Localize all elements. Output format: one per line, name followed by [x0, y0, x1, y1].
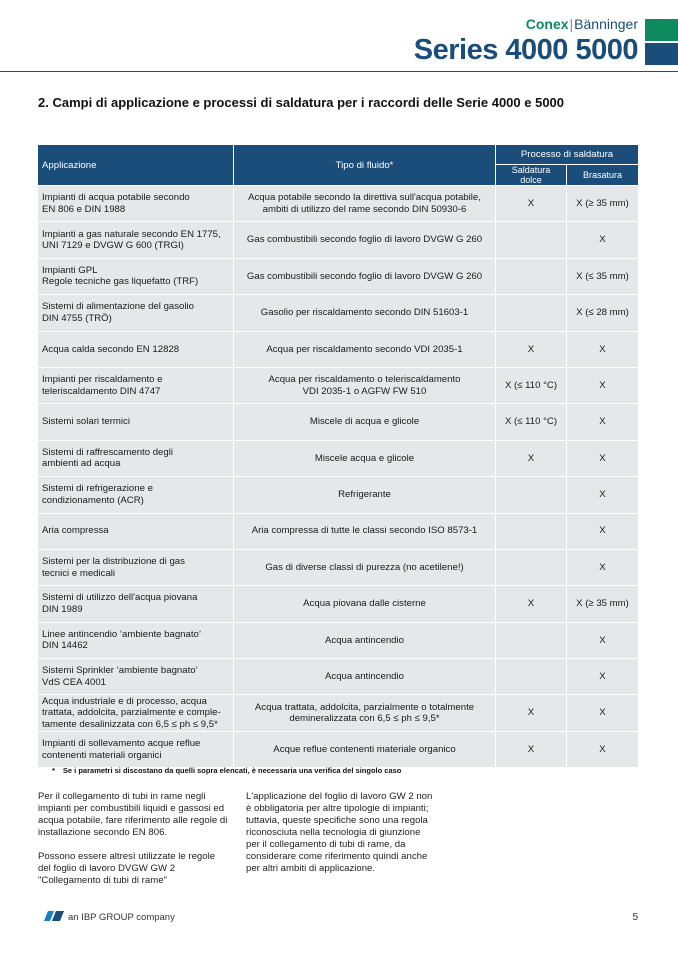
cell-brazing: X	[567, 549, 638, 585]
cell-fluid-type: Miscele acqua e glicole	[234, 440, 496, 476]
header-rule	[0, 71, 678, 72]
ibp-logo-icon	[44, 911, 64, 921]
cell-brazing: X	[567, 658, 638, 694]
cell-fluid-type: Acqua trattata, addolcita, parzialmente o totalmente demineralizzata con 6,5 ≤ ph ≤ 9,5*	[234, 694, 496, 730]
header-process: Processo di saldatura	[496, 145, 638, 164]
section-heading: 2. Campi di applicazione e processi di saldatura per i raccordi delle Serie 4000 e 5000	[38, 95, 565, 110]
cell-soft-solder	[496, 221, 567, 257]
cell-soft-solder: X	[496, 440, 567, 476]
cell-soft-solder	[496, 658, 567, 694]
cell-application: Sistemi Sprinkler ‘ambiente bagnato’ VdS CEA 4001	[38, 658, 234, 694]
cell-brazing: X (≥ 35 mm)	[567, 185, 638, 221]
header-fluid-type: Tipo di fluido*	[234, 145, 496, 185]
header-application: Applicazione	[38, 145, 234, 185]
cell-soft-solder: X (≤ 110 °C)	[496, 403, 567, 439]
cell-brazing: X (≥ 35 mm)	[567, 585, 638, 621]
cell-soft-solder: X	[496, 585, 567, 621]
footnote	[52, 766, 401, 775]
header-soft-solder: Saldatura dolce	[496, 164, 567, 185]
table-row	[38, 221, 638, 257]
cell-fluid-type: Acqua potabile secondo la direttiva sull'acqua potabile, ambiti di utilizzo del rame secondo DIN 50930-6	[234, 185, 496, 221]
table-row	[38, 294, 638, 330]
cell-fluid-type: Acqua per riscaldamento o teleriscaldamento VDI 2035-1 o AGFW FW 510	[234, 367, 496, 403]
cell-brazing: X	[567, 694, 638, 730]
cell-application: Sistemi di refrigerazione e condizionamento (ACR)	[38, 476, 234, 512]
table-row	[38, 622, 638, 658]
header-brazing: Brasatura	[567, 164, 638, 185]
table-row	[38, 367, 638, 403]
cell-application: Acqua industriale e di processo, acqua trattata, addolcita, parzialmente e comple- tamente desalinizzata con 6,5 ≤ ph ≤ 9,5*	[38, 694, 234, 730]
cell-brazing: X	[567, 221, 638, 257]
cell-soft-solder	[496, 513, 567, 549]
cell-soft-solder: X	[496, 185, 567, 221]
table-row	[38, 403, 638, 439]
cell-soft-solder	[496, 476, 567, 512]
cell-application: Sistemi di utilizzo dell'acqua piovana DIN 1989	[38, 585, 234, 621]
cell-application: Impianti per riscaldamento e teleriscaldamento DIN 4747	[38, 367, 234, 403]
cell-application: Aria compressa	[38, 513, 234, 549]
page-number: 5	[632, 912, 638, 923]
cell-soft-solder	[496, 258, 567, 294]
cell-fluid-type: Acque reflue contenenti materiale organico	[234, 731, 496, 767]
table-row	[38, 258, 638, 294]
cell-brazing: X	[567, 440, 638, 476]
cell-brazing: X	[567, 731, 638, 767]
body-column-right	[246, 791, 436, 887]
cell-application: Impianti di acqua potabile secondo EN 806 e DIN 1988	[38, 185, 234, 221]
cell-soft-solder	[496, 549, 567, 585]
cell-application: Sistemi solari termici	[38, 403, 234, 439]
table-row	[38, 513, 638, 549]
footnote-marker: *	[52, 766, 55, 775]
cell-soft-solder: X	[496, 331, 567, 367]
table-row	[38, 658, 638, 694]
series-title: Series 4000 5000	[413, 34, 638, 66]
brand-separator: |	[569, 16, 574, 32]
cell-soft-solder: X	[496, 731, 567, 767]
cell-brazing: X	[567, 403, 638, 439]
table-row	[38, 476, 638, 512]
cell-fluid-type: Acqua antincendio	[234, 622, 496, 658]
cell-fluid-type: Acqua per riscaldamento secondo VDI 2035-1	[234, 331, 496, 367]
cell-fluid-type: Miscele di acqua e glicole	[234, 403, 496, 439]
cell-brazing: X	[567, 513, 638, 549]
table-row	[38, 694, 638, 730]
cell-brazing: X	[567, 476, 638, 512]
table-row	[38, 440, 638, 476]
cell-fluid-type: Refrigerante	[234, 476, 496, 512]
cell-application: Impianti GPL Regole tecniche gas liquefatto (TRF)	[38, 258, 234, 294]
cell-application: Impianti di sollevamento acque reflue contenenti materiali organici	[38, 731, 234, 767]
cell-brazing: X (≤ 28 mm)	[567, 294, 638, 330]
table-row	[38, 731, 638, 767]
body-column-left	[38, 791, 228, 899]
cell-fluid-type: Aria compressa di tutte le classi secondo ISO 8573-1	[234, 513, 496, 549]
cell-fluid-type: Acqua antincendio	[234, 658, 496, 694]
cell-soft-solder: X (≤ 110 °C)	[496, 367, 567, 403]
cell-application: Sistemi di raffrescamento degli ambienti ad acqua	[38, 440, 234, 476]
cell-soft-solder: X	[496, 694, 567, 730]
cell-application: Sistemi di alimentazione del gasolio DIN 4755 (TRÖ)	[38, 294, 234, 330]
brand-primary: Conex	[525, 16, 569, 32]
table-row	[38, 549, 638, 585]
table-row	[38, 185, 638, 221]
brand-secondary: Bänninger	[574, 16, 638, 32]
cell-application: Acqua calda secondo EN 12828	[38, 331, 234, 367]
cell-brazing: X	[567, 331, 638, 367]
cell-brazing: X	[567, 367, 638, 403]
accent-block-navy	[645, 43, 678, 65]
table-row	[38, 585, 638, 621]
cell-fluid-type: Gas combustibili secondo foglio di lavoro DVGW G 260	[234, 221, 496, 257]
brand-logo	[526, 16, 638, 32]
table-row	[38, 331, 638, 367]
cell-soft-solder	[496, 622, 567, 658]
cell-soft-solder	[496, 294, 567, 330]
footnote-text: Se i parametri si discostano da quelli sopra elencati, è necessaria una verifica del singolo caso	[62, 766, 402, 775]
cell-application: Impianti a gas naturale secondo EN 1775, UNI 7129 e DVGW G 600 (TRGI)	[38, 221, 234, 257]
cell-brazing: X (≤ 35 mm)	[567, 258, 638, 294]
footer-company: an IBP GROUP company	[68, 912, 175, 923]
paragraph: Per il collegamento di tubi in rame negli impianti per combustibili liquidi e gassosi ed acqua potabile, fare riferimento alle regole di installazione secondo EN 806.	[38, 791, 228, 838]
accent-block-green	[645, 19, 678, 41]
cell-application: Linee antincendio ‘ambiente bagnato’ DIN 14462	[38, 622, 234, 658]
cell-brazing: X	[567, 622, 638, 658]
cell-fluid-type: Gas di diverse classi di purezza (no acetilene!)	[234, 549, 496, 585]
application-table	[38, 145, 638, 767]
cell-application: Sistemi per la distribuzione di gas tecnici e medicali	[38, 549, 234, 585]
paragraph: Possono essere altresì utilizzate le regole del foglio di lavoro DVGW GW 2 "Collegamento di tubi di rame"	[38, 851, 216, 886]
paragraph: L'applicazione del foglio di lavoro GW 2 non è obbligatoria per altre tipologie di impianti; tuttavia, queste specifiche sono una regola riconosciuta nella tecnologia di giunzione per il collegamento di tubi di rame, da considerare come riferimento quindi anche per altri ambiti di applicazione.	[246, 791, 433, 874]
cell-fluid-type: Gasolio per riscaldamento secondo DIN 51603-1	[234, 294, 496, 330]
cell-fluid-type: Acqua piovana dalle cisterne	[234, 585, 496, 621]
cell-fluid-type: Gas combustibili secondo foglio di lavoro DVGW G 260	[234, 258, 496, 294]
